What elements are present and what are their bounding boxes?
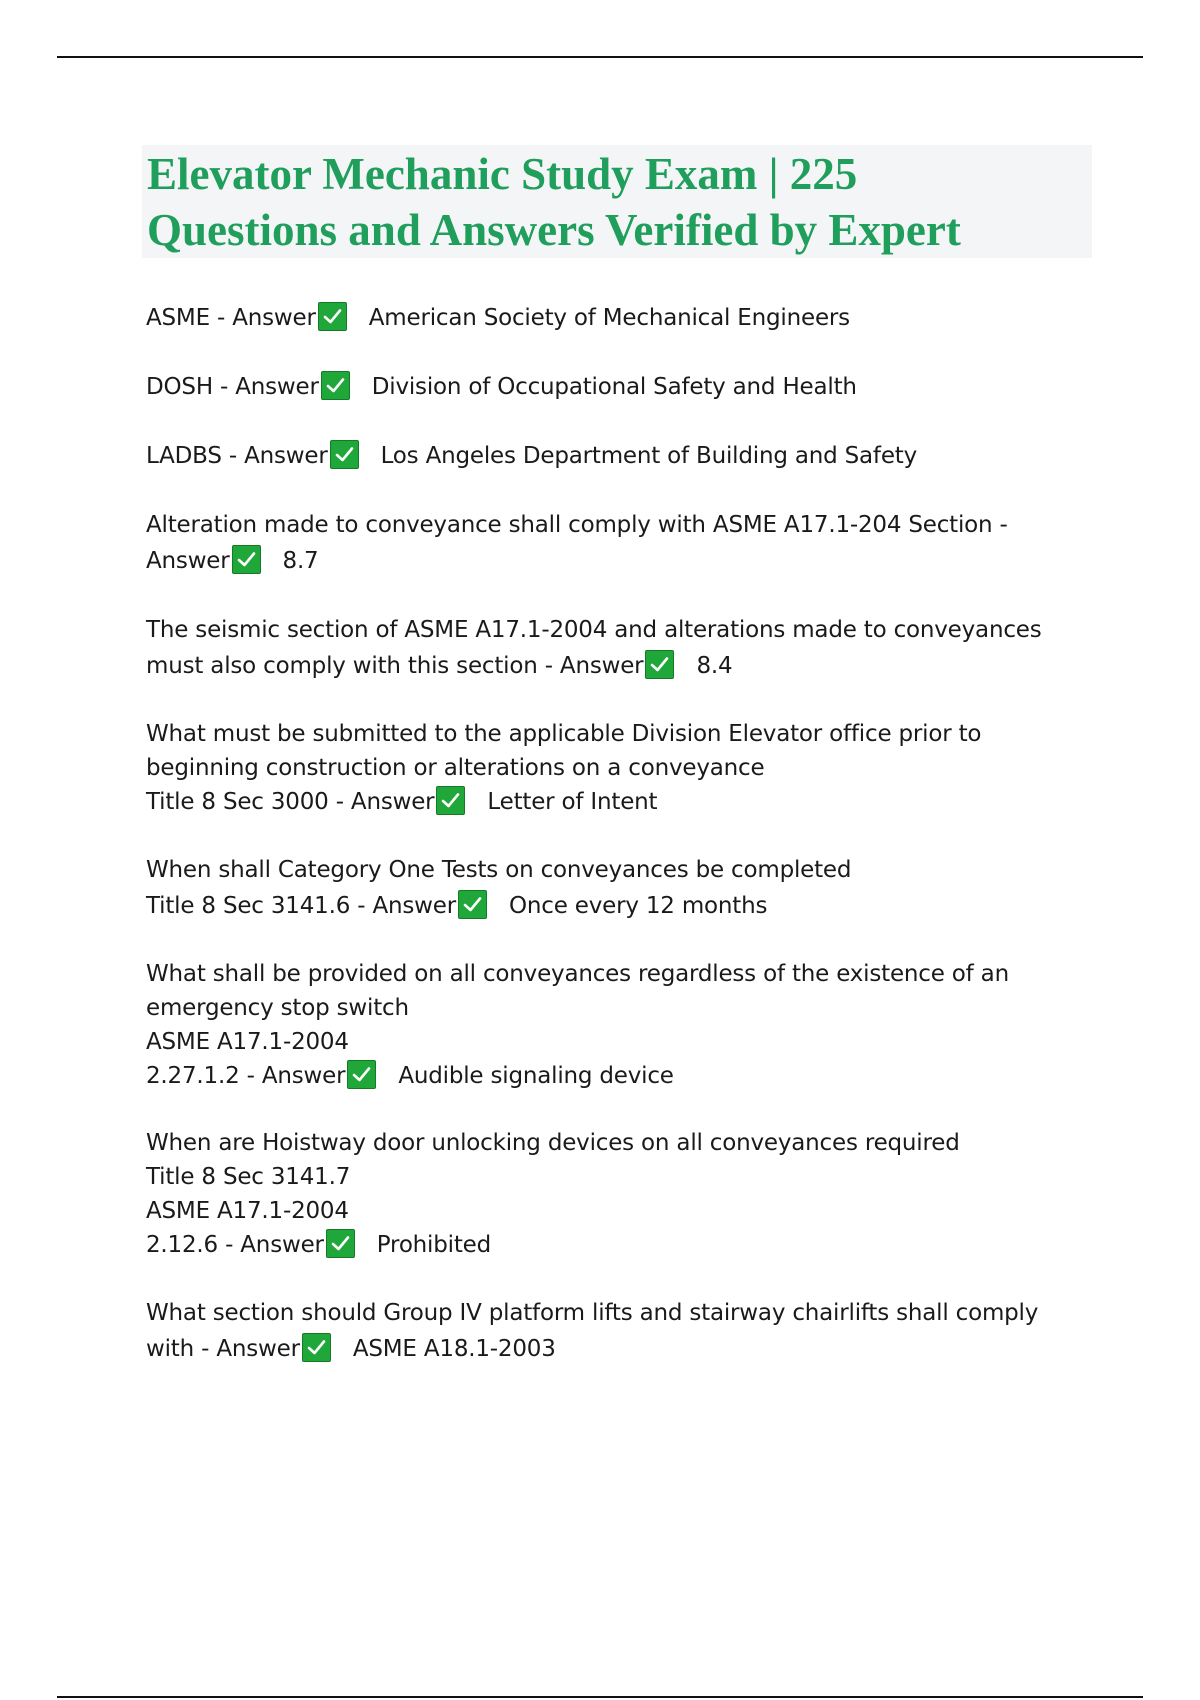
question-text: emergency stop switch xyxy=(146,995,409,1021)
qa-item xyxy=(146,1295,1066,1367)
question-answer-line xyxy=(146,1228,1066,1262)
qa-item xyxy=(146,612,1066,684)
question-answer-line xyxy=(146,438,1066,474)
check-mark-icon xyxy=(326,1229,355,1258)
question-text: What section should Group IV platform lifts and stairway chairlifts shall comply xyxy=(146,1300,1039,1326)
question-text: Title 8 Sec 3141.6 - Answer xyxy=(146,893,456,919)
question-text: 2.27.1.2 - Answer xyxy=(146,1063,346,1089)
question-text: Title 8 Sec 3000 - Answer xyxy=(146,789,435,815)
check-mark-icon xyxy=(436,786,465,815)
check-mark-icon xyxy=(321,371,350,400)
qa-item xyxy=(146,717,1066,819)
question-text: DOSH - Answer xyxy=(146,374,319,400)
question-text: 2.12.6 - Answer xyxy=(146,1232,324,1258)
question-text: Alteration made to conveyance shall comply with ASME A17.1-204 Section - xyxy=(146,512,1008,538)
document-title xyxy=(147,146,1087,258)
qa-item xyxy=(146,369,1066,405)
question-text: must also comply with this section - Answer xyxy=(146,653,644,679)
question-text: Answer xyxy=(146,548,230,574)
qa-item xyxy=(146,1126,1066,1262)
qa-item xyxy=(146,957,1066,1093)
check-mark-icon xyxy=(347,1060,376,1089)
answer-text: ASME A18.1-2003 xyxy=(352,1336,556,1362)
question-answer-line xyxy=(146,785,1066,819)
answer-text: 8.7 xyxy=(282,548,319,574)
answer-text: 8.4 xyxy=(696,653,733,679)
title-line-2: Questions and Answers Verified by Expert xyxy=(147,205,961,255)
question-text: LADBS - Answer xyxy=(146,443,328,469)
title-line-1: Elevator Mechanic Study Exam | 225 xyxy=(147,149,858,199)
check-mark-icon xyxy=(318,302,347,331)
question-text: beginning construction or alterations on a conveyance xyxy=(146,755,765,781)
answer-text: Letter of Intent xyxy=(487,789,658,815)
question-text: ASME - Answer xyxy=(146,305,316,331)
question-text: ASME A17.1-2004 xyxy=(146,1198,349,1224)
answer-text: Los Angeles Department of Building and Safety xyxy=(380,443,918,469)
answer-text: Audible signaling device xyxy=(398,1063,674,1089)
answer-text: American Society of Mechanical Engineers xyxy=(368,305,850,331)
question-answer-line xyxy=(146,543,1066,579)
check-mark-icon xyxy=(645,650,674,679)
question-answer-line xyxy=(146,1331,1066,1367)
question-answer-line xyxy=(146,648,1066,684)
question-text: The seismic section of ASME A17.1-2004 and alterations made to conveyances xyxy=(146,617,1042,643)
check-mark-icon xyxy=(302,1333,331,1362)
answer-text: Division of Occupational Safety and Health xyxy=(371,374,857,400)
qa-item xyxy=(146,507,1066,579)
question-text: with - Answer xyxy=(146,1336,300,1362)
qa-item xyxy=(146,852,1066,924)
qa-item xyxy=(146,300,1066,336)
qa-list xyxy=(146,300,1066,1400)
question-answer-line xyxy=(146,888,1066,924)
question-text: Title 8 Sec 3141.7 xyxy=(146,1164,351,1190)
answer-text: Once every 12 months xyxy=(508,893,768,919)
question-text: ASME A17.1-2004 xyxy=(146,1029,349,1055)
question-text: When are Hoistway door unlocking devices on all conveyances required xyxy=(146,1130,960,1156)
question-answer-line xyxy=(146,1059,1066,1093)
check-mark-icon xyxy=(232,545,261,574)
question-text: When shall Category One Tests on conveyances be completed xyxy=(146,857,852,883)
qa-item xyxy=(146,438,1066,474)
check-mark-icon xyxy=(458,890,487,919)
bottom-rule xyxy=(57,1696,1143,1698)
question-text: What must be submitted to the applicable Division Elevator office prior to xyxy=(146,721,982,747)
question-answer-line xyxy=(146,300,1066,336)
top-rule xyxy=(57,56,1143,58)
question-answer-line xyxy=(146,369,1066,405)
answer-text: Prohibited xyxy=(376,1232,492,1258)
question-text: What shall be provided on all conveyances regardless of the existence of an xyxy=(146,961,1009,987)
check-mark-icon xyxy=(330,440,359,469)
